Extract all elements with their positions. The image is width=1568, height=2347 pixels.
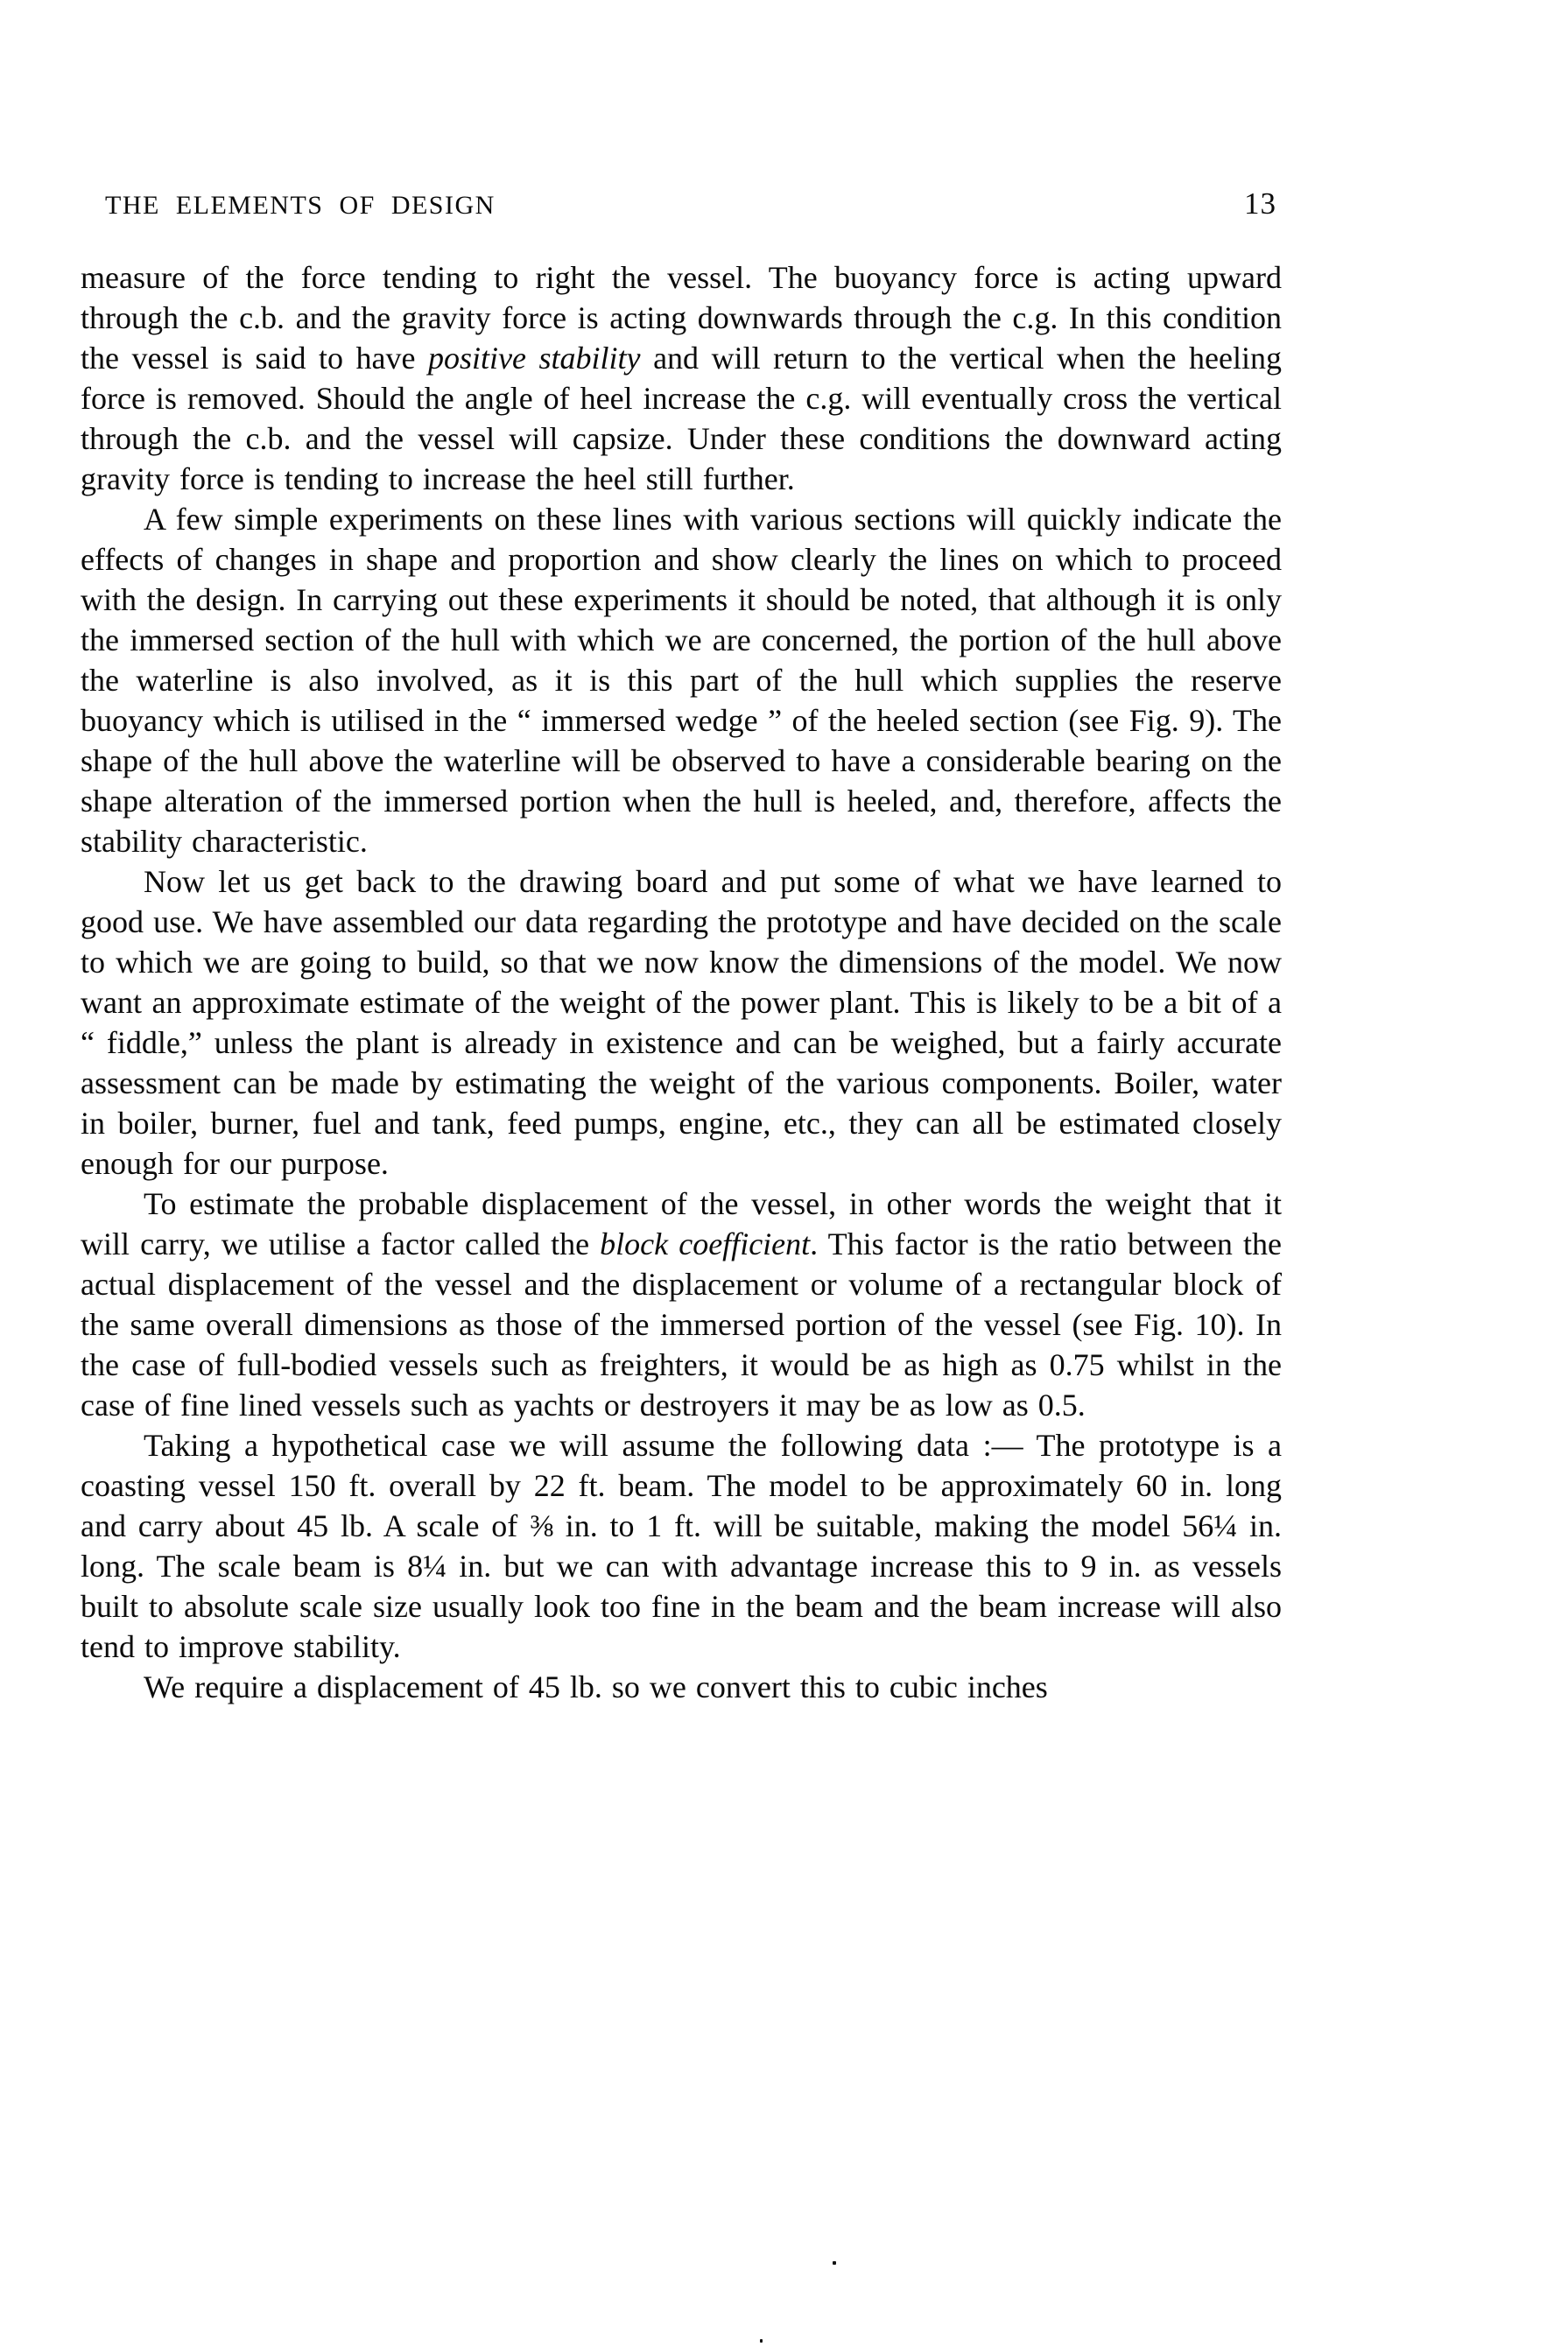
italic-text-run: positive stability <box>428 341 641 376</box>
paragraph <box>81 257 1282 499</box>
text-run: . This factor is the ratio between the actual displacement of the vessel and the displacement or volume of a rectangular block of the same overall dimensions as those of the immersed portion of the vessel (see Fig. 10). In the case of full-bodied vessels such as freighters, it would be as high as 0.75 whilst in the case of fine lined vessels such as yachts or destroyers it may be as low as 0.5. <box>81 1226 1282 1423</box>
page-body <box>81 257 1282 1707</box>
paragraph <box>81 861 1282 1184</box>
paragraph <box>81 1425 1282 1667</box>
paragraph <box>81 499 1282 861</box>
text-run: To estimate the probable displacement of the vessel, in other words the weight that it will carry, we utilise a factor called the <box>81 1186 1282 1261</box>
text-run: We require a displacement of 45 lb. so we convert this to cubic inches <box>144 1669 1048 1704</box>
scan-speck <box>833 2261 836 2265</box>
chapter-title: THE ELEMENTS OF DESIGN <box>105 191 496 220</box>
text-run: measure of the force tending to right the vessel. The buoyancy force is acting upward through the c.b. and the gravity force is acting downwards through the c.g. In this condition the vessel is said to have <box>81 260 1282 376</box>
paragraph <box>81 1667 1282 1707</box>
running-head <box>105 186 1276 221</box>
text-run: and will return to the vertical when the heeling force is removed. Should the angle of heel increase the c.g. will eventually cross the vertical through the c.b. and the vessel will capsize. Under these conditions the downward acting gravity force is tending to increase the heel still further. <box>81 341 1282 496</box>
paragraph <box>81 1184 1282 1425</box>
italic-text-run: block coefficient <box>600 1226 811 1261</box>
text-run: Now let us get back to the drawing board and put some of what we have learned to good use. We have assembled our data regarding the prototype and have decided on the scale to which we are going to build, so that we now know the dimensions of the model. We now want an approximate estimate of the weight of the power plant. This is likely to be a bit of a “ fiddle,” unless the plant is already in existence and can be weighed, but a fairly accurate assessment can be made by estimating the weight of the various components. Boiler, water in boiler, burner, fuel and tank, feed pumps, engine, etc., they can all be estimated closely enough for our purpose. <box>81 864 1282 1181</box>
scan-speck <box>760 2339 763 2343</box>
page-number: 13 <box>1244 186 1276 221</box>
text-run: Taking a hypothetical case we will assume the following data :— The prototype is a coasting vessel 150 ft. overall by 22 ft. beam. The model to be approximately 60 in. long and carry about 45 lb. A scale of ⅜ in. to 1 ft. will be suitable, making the model 56¼ in. long. The scale beam is 8¼ in. but we can with advantage increase this to 9 in. as vessels built to absolute scale size usually look too fine in the beam and the beam increase will also tend to improve stability. <box>81 1428 1282 1664</box>
text-run: A few simple experiments on these lines with various sections will quickly indicate the effects of changes in shape and proportion and show clearly the lines on which to proceed with the design. In carrying out these experiments it should be noted, that although it is only the immersed section of the hull with which we are concerned, the portion of the hull above the waterline is also involved, as it is this part of the hull which supplies the reserve buoyancy which is utilised in the “ immersed wedge ” of the heeled section (see Fig. 9). The shape of the hull above the waterline will be observed to have a considerable bearing on the shape alteration of the immersed portion when the hull is heeled, and, therefore, affects the stability characteristic. <box>81 502 1282 859</box>
